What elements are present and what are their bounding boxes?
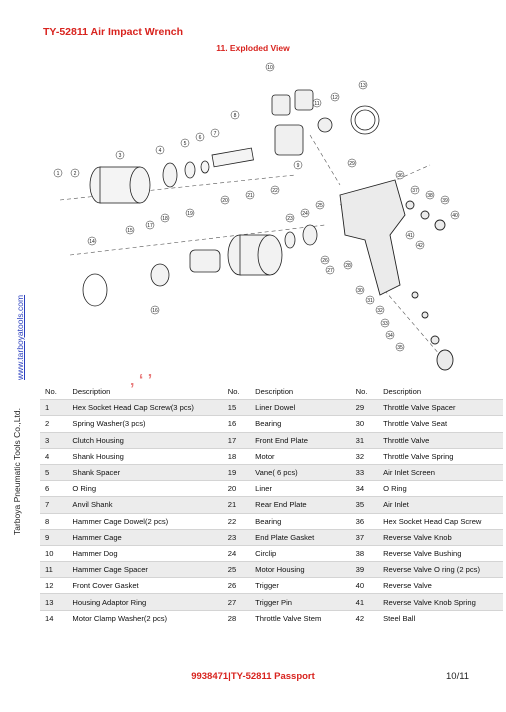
part-number-cell: 6 xyxy=(40,481,67,497)
callout-label: 35 xyxy=(397,345,403,351)
callout-label: 17 xyxy=(147,223,153,229)
part-number-cell: 14 xyxy=(40,610,67,626)
table-row xyxy=(40,497,503,513)
part-number-cell: 41 xyxy=(351,594,378,610)
column-header: No. xyxy=(45,387,57,397)
motor-assembly-part xyxy=(83,225,317,306)
table-row xyxy=(40,545,503,561)
part-description-cell: Circlip xyxy=(250,545,351,561)
part-description-cell: Front Cover Gasket xyxy=(67,578,222,594)
footer-document-code: 9938471|TY-52811 Passport xyxy=(191,671,315,682)
callout-label: 8 xyxy=(233,113,237,119)
pistol-grip-housing-part xyxy=(340,180,453,370)
part-description-cell: Hammer Cage Spacer xyxy=(67,562,222,578)
callout-label: 30 xyxy=(357,288,363,294)
table-row xyxy=(40,562,503,578)
column-header: Description xyxy=(72,387,111,397)
part-description-cell: Motor xyxy=(250,448,351,464)
callout-label: 24 xyxy=(302,211,308,217)
table-row xyxy=(40,432,503,448)
table-row xyxy=(40,464,503,480)
part-number-cell: 22 xyxy=(223,513,250,529)
part-number-cell: 40 xyxy=(351,578,378,594)
document-title: TY-52811 Air Impact Wrench xyxy=(43,26,184,38)
part-number-cell: 35 xyxy=(351,497,378,513)
part-number-cell: 5 xyxy=(40,464,67,480)
part-description-cell: Bearing xyxy=(250,416,351,432)
table-row xyxy=(40,594,503,610)
part-number-cell: 15 xyxy=(223,400,250,416)
part-number-cell: 39 xyxy=(351,562,378,578)
part-description-cell: Motor Housing xyxy=(250,562,351,578)
table-row xyxy=(40,529,503,545)
callout-label: 12 xyxy=(332,95,338,101)
part-number-cell: 34 xyxy=(351,481,378,497)
callout-label: 26 xyxy=(322,258,328,264)
part-description-cell: Throttle Valve Stem xyxy=(250,610,351,626)
watermark-mark: ‚ ‘ ’ xyxy=(130,372,153,389)
section-title: 11. Exploded View xyxy=(216,43,290,53)
part-description-cell: Anvil Shank xyxy=(67,497,222,513)
part-description-cell: Reverse Valve Knob Spring xyxy=(378,594,503,610)
part-number-cell: 20 xyxy=(223,481,250,497)
exploded-view-diagram xyxy=(40,55,470,385)
part-description-cell: Front End Plate xyxy=(250,432,351,448)
page-number: 10/11 xyxy=(446,671,470,682)
callout-label: 21 xyxy=(247,193,253,199)
callout-label: 22 xyxy=(272,188,278,194)
table-header-row xyxy=(40,384,503,400)
callout-label: 38 xyxy=(427,193,433,199)
part-number-cell: 33 xyxy=(351,464,378,480)
part-description-cell: Vane( 6 pcs) xyxy=(250,464,351,480)
part-description-cell: Liner xyxy=(250,481,351,497)
part-description-cell: Rear End Plate xyxy=(250,497,351,513)
part-number-cell: 38 xyxy=(351,545,378,561)
part-description-cell: Trigger xyxy=(250,578,351,594)
table-row xyxy=(40,513,503,529)
part-number-cell: 31 xyxy=(351,432,378,448)
part-number-cell: 13 xyxy=(40,594,67,610)
part-number-cell: 18 xyxy=(223,448,250,464)
part-number-cell: 16 xyxy=(223,416,250,432)
callout-label: 11 xyxy=(314,101,320,107)
part-number-cell: 10 xyxy=(40,545,67,561)
part-description-cell: O Ring xyxy=(67,481,222,497)
callout-label: 5 xyxy=(183,141,187,147)
part-number-cell: 17 xyxy=(223,432,250,448)
callout-label: 20 xyxy=(222,198,228,204)
website-link[interactable]: www.tarboyatools.com xyxy=(15,294,25,380)
callout-label: 10 xyxy=(267,65,273,71)
parts-list-table xyxy=(40,384,503,626)
table-row xyxy=(40,448,503,464)
part-description-cell: Liner Dowel xyxy=(250,400,351,416)
part-description-cell: O Ring xyxy=(378,481,503,497)
column-header: Description xyxy=(383,387,422,397)
column-header: No. xyxy=(227,387,240,397)
callout-label: 3 xyxy=(118,153,122,159)
part-number-cell: 19 xyxy=(223,464,250,480)
callout-label: 19 xyxy=(187,211,193,217)
part-description-cell: Air Inlet Screen xyxy=(378,464,503,480)
part-description-cell: Hammer Cage xyxy=(67,529,222,545)
callout-label: 27 xyxy=(327,268,333,274)
part-description-cell: Reverse Valve O ring (2 pcs) xyxy=(378,562,503,578)
part-description-cell: Steel Ball xyxy=(378,610,503,626)
part-number-cell: 12 xyxy=(40,578,67,594)
callout-label: 36 xyxy=(397,173,403,179)
table-row xyxy=(40,481,503,497)
callout-label: 34 xyxy=(387,333,393,339)
callout-label: 28 xyxy=(345,263,351,269)
part-number-cell: 24 xyxy=(223,545,250,561)
part-description-cell: Bearing xyxy=(250,513,351,529)
part-number-cell: 11 xyxy=(40,562,67,578)
part-number-cell: 4 xyxy=(40,448,67,464)
part-description-cell: Spring Washer(3 pcs) xyxy=(67,416,222,432)
callout-label: 2 xyxy=(73,171,77,177)
part-number-cell: 7 xyxy=(40,497,67,513)
column-header: Description xyxy=(255,387,294,397)
callout-label: 32 xyxy=(377,308,383,314)
clutch-housing-part xyxy=(90,148,253,203)
part-number-cell: 25 xyxy=(223,562,250,578)
part-description-cell: End Plate Gasket xyxy=(250,529,351,545)
part-description-cell: Throttle Valve Spring xyxy=(378,448,503,464)
part-number-cell: 27 xyxy=(223,594,250,610)
part-number-cell: 26 xyxy=(223,578,250,594)
part-description-cell: Shank Housing xyxy=(67,448,222,464)
part-number-cell: 42 xyxy=(351,610,378,626)
callout-label: 7 xyxy=(213,131,217,137)
callout-label: 18 xyxy=(162,216,168,222)
callout-label: 14 xyxy=(89,239,95,245)
callout-label: 1 xyxy=(56,171,60,177)
part-description-cell: Housing Adaptor Ring xyxy=(67,594,222,610)
callout-label: 6 xyxy=(198,135,202,141)
part-number-cell: 29 xyxy=(351,400,378,416)
part-number-cell: 3 xyxy=(40,432,67,448)
part-description-cell: Hex Socket Head Cap Screw xyxy=(378,513,503,529)
part-number-cell: 21 xyxy=(223,497,250,513)
part-number-cell: 32 xyxy=(351,448,378,464)
company-name: Tarboya Pneumatic Tools Co.,Ltd. xyxy=(12,408,22,535)
part-number-cell: 37 xyxy=(351,529,378,545)
part-description-cell: Motor Clamp Washer(2 pcs) xyxy=(67,610,222,626)
callout-label: 31 xyxy=(367,298,373,304)
part-number-cell: 2 xyxy=(40,416,67,432)
table-row xyxy=(40,416,503,432)
column-header: No. xyxy=(355,387,368,397)
part-description-cell: Reverse Valve xyxy=(378,578,503,594)
part-description-cell: Throttle Valve Seat xyxy=(378,416,503,432)
part-description-cell: Shank Spacer xyxy=(67,464,222,480)
part-number-cell: 23 xyxy=(223,529,250,545)
table-row xyxy=(40,578,503,594)
callout-label: 41 xyxy=(407,233,413,239)
callout-label: 42 xyxy=(417,243,423,249)
callout-label: 13 xyxy=(360,83,366,89)
part-description-cell: Reverse Valve Knob xyxy=(378,529,503,545)
callout-label: 16 xyxy=(152,308,158,314)
callout-label: 33 xyxy=(382,321,388,327)
part-number-cell: 8 xyxy=(40,513,67,529)
table-row xyxy=(40,400,503,416)
hammer-cage-part xyxy=(272,90,379,155)
callout-label: 23 xyxy=(287,216,293,222)
callout-label: 29 xyxy=(349,161,355,167)
part-number-cell: 1 xyxy=(40,400,67,416)
part-description-cell: Hex Socket Head Cap Screw(3 pcs) xyxy=(67,400,222,416)
part-description-cell: Trigger Pin xyxy=(250,594,351,610)
part-description-cell: Reverse Valve Bushing xyxy=(378,545,503,561)
callout-label: 4 xyxy=(158,148,162,154)
callout-label: 25 xyxy=(317,203,323,209)
part-description-cell: Hammer Cage Dowel(2 pcs) xyxy=(67,513,222,529)
part-number-cell: 36 xyxy=(351,513,378,529)
callout-label: 9 xyxy=(296,163,300,169)
part-description-cell: Air Inlet xyxy=(378,497,503,513)
part-description-cell: Throttle Valve xyxy=(378,432,503,448)
callout-label: 39 xyxy=(442,198,448,204)
part-description-cell: Throttle Valve Spacer xyxy=(378,400,503,416)
callout-label: 37 xyxy=(412,188,418,194)
part-description-cell: Hammer Dog xyxy=(67,545,222,561)
part-number-cell: 28 xyxy=(223,610,250,626)
part-description-cell: Clutch Housing xyxy=(67,432,222,448)
callout-label: 15 xyxy=(127,228,133,234)
table-row xyxy=(40,610,503,626)
part-number-cell: 9 xyxy=(40,529,67,545)
callout-label: 40 xyxy=(452,213,458,219)
part-number-cell: 30 xyxy=(351,416,378,432)
